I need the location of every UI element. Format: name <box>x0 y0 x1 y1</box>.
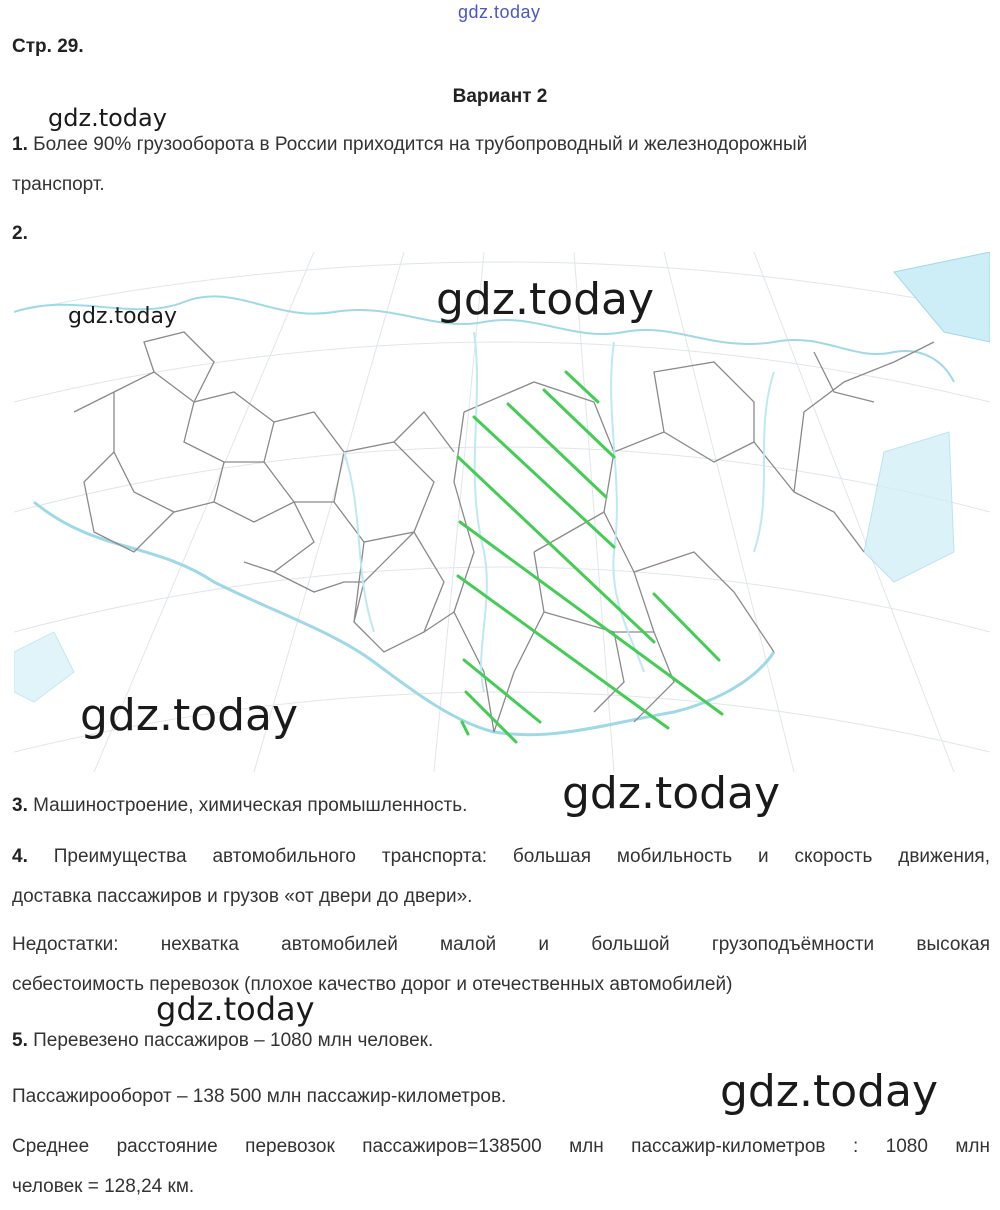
watermark-map-left: gdz.today <box>68 304 178 329</box>
hatched-region <box>458 372 722 742</box>
item-3-number: 3. <box>12 795 28 816</box>
watermark-top: gdz.today <box>458 2 541 22</box>
drawbacks-line-2: себестоимость перевозок (плохое качество дорог и отечественных автомобилей) <box>12 974 733 995</box>
turnover-line: Пассажирооборот – 138 500 млн пассажир-километров. <box>12 1086 507 1107</box>
average-line-2: человек = 128,24 км. <box>12 1176 195 1197</box>
drawbacks-line-1: Недостатки: нехватка автомобилей малой и большой грузоподъёмности высокая <box>12 934 990 955</box>
watermark-4: gdz.today <box>156 990 315 1028</box>
item-5 <box>12 1021 990 1061</box>
watermark-map-bottom: gdz.today <box>80 690 299 741</box>
watermark-map-center: gdz.today <box>436 274 655 325</box>
page-number: Стр. 29. <box>12 36 84 57</box>
item-1-line-2: транспорт. <box>12 174 105 195</box>
variant-title: Вариант 2 <box>452 86 548 107</box>
item-4-number: 4. <box>12 846 28 867</box>
item-4 <box>12 837 990 917</box>
average-line-1: Среднее расстояние перевозок пассажиров=138500 млн пассажир-километров : 1080 млн <box>12 1136 990 1157</box>
item-1-line-1: Более 90% грузооборота в России приходится на трубопроводный и железнодорожный <box>33 134 808 155</box>
item-5-number: 5. <box>12 1030 28 1051</box>
item-3 <box>12 786 990 826</box>
watermark-1: gdz.today <box>48 104 167 132</box>
item-5-average <box>12 1127 990 1207</box>
watermark-5: gdz.today <box>720 1066 939 1117</box>
watermark-3: gdz.today <box>562 768 781 819</box>
item-2 <box>12 214 990 254</box>
item-2-number: 2. <box>12 223 28 244</box>
item-3-line-1: Машиностроение, химическая промышленность. <box>33 795 468 816</box>
item-1-number: 1. <box>12 134 28 155</box>
item-1 <box>12 125 990 205</box>
item-4-line-2: доставка пассажиров и грузов «от двери до двери». <box>12 886 473 907</box>
item-5-line-1: Перевезено пассажиров – 1080 млн человек. <box>33 1030 434 1051</box>
item-4-line-1: Преимущества автомобильного транспорта: большая мобильность и скорость движения, <box>53 846 991 867</box>
